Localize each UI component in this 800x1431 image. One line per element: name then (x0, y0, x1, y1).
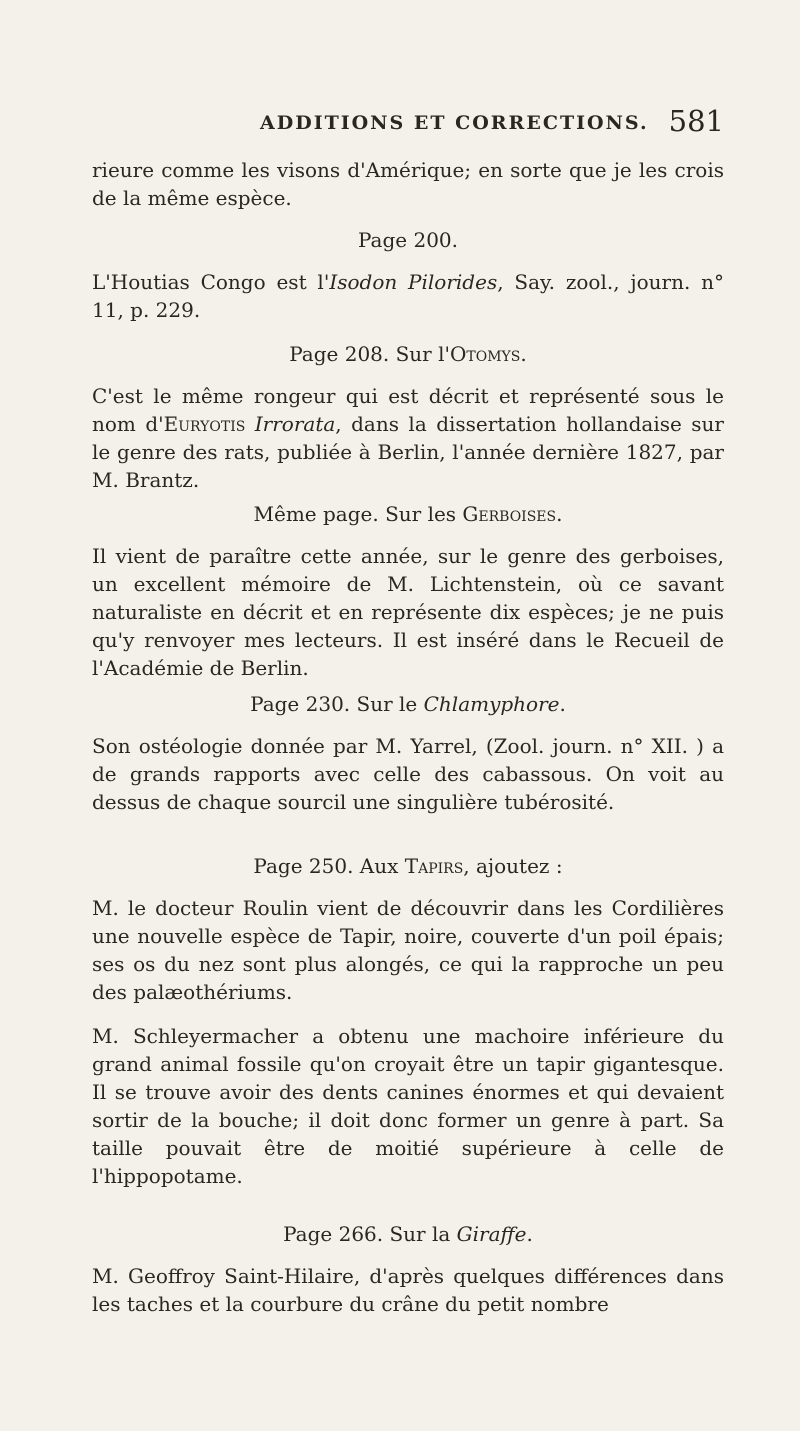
running-title: ADDITIONS ET CORRECTIONS. (260, 112, 649, 134)
paragraph-text: M. Schleyermacher a obtenu une machoire inférieure du grand animal fossile qu'on croyait être un tapir gigantesque. Il se trouve avoir des dents canines énormes et qui devaient sortir de la bouche; il doit donc former un genre à part. Sa taille pouvait être de moitié supérieure à celle de l'hippopotame. (92, 1024, 724, 1188)
paragraph-houtias (92, 268, 724, 324)
text-run: . (556, 502, 563, 526)
section-heading-page-266 (92, 1220, 724, 1248)
text-run: Même page. Sur les (253, 502, 463, 526)
text-run: Page 266. Sur la (283, 1222, 457, 1246)
heading-text (92, 852, 724, 880)
paragraph-continuation (92, 156, 724, 212)
italic-run: Chlamyphore (423, 692, 560, 716)
paragraph-geoffroy (92, 1262, 724, 1318)
text-run: . (526, 1222, 533, 1246)
paragraph-roulin (92, 894, 724, 1006)
text-run: C'est le même rongeur qui est décrit et représenté sous le nom d' (92, 384, 724, 436)
heading-text (92, 1220, 724, 1248)
paragraph-text (92, 268, 724, 324)
text-run: Page 230. Sur le (250, 692, 424, 716)
section-heading-page-200 (92, 226, 724, 254)
paragraph-text (92, 382, 724, 494)
heading-text (92, 500, 724, 528)
text-run: , dans la dissertation hollandaise sur le genre des rats, publiée à Berlin, l'année dernière 1827, par M. Brantz. (92, 412, 724, 492)
italic-run: Giraffe (456, 1222, 527, 1246)
smallcaps-run: Otomys (450, 342, 521, 366)
section-heading-page-208 (92, 340, 724, 368)
paragraph-gerboises (92, 542, 724, 682)
paragraph-text: M. le docteur Roulin vient de découvrir dans les Cordilières une nouvelle espèce de Tapir, noire, couverte d'un poil épais; ses os du nez sont plus alongés, ce qui la rapproche un peu des palæothériums. (92, 896, 724, 1004)
text-run: , ajoutez : (463, 854, 563, 878)
text-run: . (559, 692, 566, 716)
section-heading-gerboises (92, 500, 724, 528)
paragraph-text: M. Geoffroy Saint-Hilaire, d'après quelques différences dans les taches et la courbure du crâne du petit nombre (92, 1264, 724, 1316)
section-heading-page-250 (92, 852, 724, 880)
italic-run: Irrorata (254, 412, 336, 436)
page-number: 581 (668, 104, 724, 138)
italic-run: Isodon Pilorides (329, 270, 498, 294)
smallcaps-run: Tapirs (404, 854, 464, 878)
heading-text (92, 340, 724, 368)
paragraph-otomys (92, 382, 724, 494)
section-heading-page-230 (92, 690, 724, 718)
text-run: , Say. zool., journ. n° 11, p. 229. (92, 270, 724, 322)
text-run: . (520, 342, 527, 366)
paragraph-chlamyphore (92, 732, 724, 816)
text-run: L'Houtias Congo est l' (92, 270, 330, 294)
paragraph-text: Son ostéologie donnée par M. Yarrel, (Zool. journ. n° XII. ) a de grands rapports avec celle des cabassous. On voit au dessus de chaque sourcil une singulière tubérosité. (92, 734, 724, 814)
running-head (260, 102, 724, 146)
heading-text: Page 200. (357, 228, 458, 252)
paragraph-text: Il vient de paraître cette année, sur le genre des gerboises, un excellent mémoire de M. Lichtenstein, où ce savant naturaliste en décrit et en représente dix espèces; je ne puis qu'y renvoyer mes lecteurs. Il est inséré dans le Recueil de l'Académie de Berlin. (92, 544, 724, 680)
text-run: Page 208. Sur l' (289, 342, 450, 366)
text-run: Page 250. Aux (253, 854, 405, 878)
smallcaps-run: Gerboises (462, 502, 557, 526)
heading-text (92, 690, 724, 718)
paragraph-schleyermacher (92, 1022, 724, 1190)
smallcaps-run: Euryotis (163, 412, 246, 436)
paragraph-text: rieure comme les visons d'Amérique; en sorte que je les crois de la même espèce. (92, 158, 724, 210)
